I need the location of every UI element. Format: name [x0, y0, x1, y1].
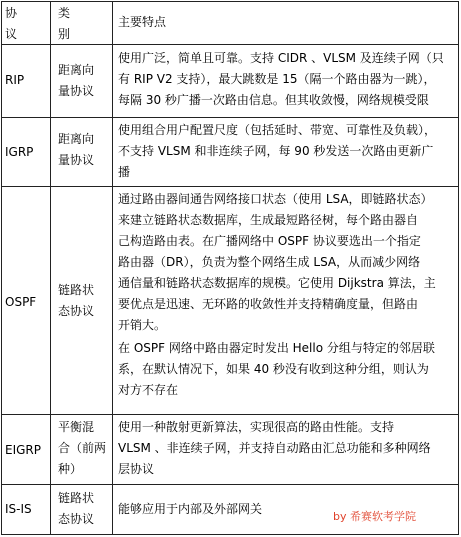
feature-paragraph — [118, 338, 456, 401]
type-line: 链路状 — [58, 283, 95, 297]
type-line: 种） — [58, 462, 83, 476]
header-protocol-line: 议 — [5, 27, 18, 41]
feature-line: 使用一种散射更新算法，实现很高的路由性能。支持 — [118, 420, 395, 434]
type-line: 态协议 — [58, 512, 95, 526]
feature-line: VLSM 、非连续子网，并支持自动路由汇总功能和多种网络 — [118, 441, 431, 455]
row-ospf-type — [58, 280, 112, 322]
type-line: 平衡混 — [58, 420, 95, 434]
header-features — [118, 12, 456, 33]
header-features-label: 主要特点 — [118, 15, 167, 29]
type-line: 量协议 — [58, 153, 95, 167]
row-isis-type — [58, 488, 112, 530]
type-line: 链路状 — [58, 491, 95, 505]
row-eigrp-protocol — [5, 440, 45, 461]
row-rip-type — [58, 60, 112, 102]
protocol-name: IS-IS — [5, 502, 32, 516]
type-line: 量协议 — [58, 84, 95, 98]
header-type-line: 别 — [58, 27, 71, 41]
feature-line: 层协议 — [118, 462, 155, 476]
header-protocol — [5, 3, 45, 45]
feature-line: 使用广泛，简单且可靠。支持 CIDR 、VLSM 及连续子网（只 — [118, 51, 444, 65]
row-isis-protocol — [5, 499, 45, 520]
row-igrp-protocol — [5, 142, 45, 163]
watermark-prefix: by — [333, 510, 347, 523]
row-rip-features — [118, 48, 456, 111]
feature-line: 来建立链路状态数据库，生成最短路径树，每个路由器自 — [118, 213, 419, 227]
protocol-name: OSPF — [5, 295, 37, 309]
type-line: 态协议 — [58, 304, 95, 318]
row-eigrp-type — [58, 417, 112, 480]
watermark — [333, 509, 416, 525]
row-ospf-protocol — [5, 292, 45, 313]
feature-line: 通过路由器间通告网络接口状态（使用 LSA，即链路状态） — [118, 192, 433, 206]
feature-line: 开销大。 — [118, 318, 167, 332]
type-line: 合（前两 — [58, 441, 107, 455]
row-ospf-features — [118, 189, 456, 401]
protocol-name: EIGRP — [5, 443, 41, 457]
feature-paragraph — [118, 189, 456, 336]
feature-line: 使用组合用户配置尺度（包括延时、带宽、可靠性及负载）， — [118, 123, 437, 137]
feature-line: 在 OSPF 网络中路由器定时发出 Hello 分组与特定的邻居联 — [118, 341, 435, 355]
feature-line: 每隔 30 秒广播一次路由信息。但其收敛慢，网络规模受限 — [118, 93, 429, 107]
feature-line: 播 — [118, 165, 131, 179]
header-type-line: 类 — [58, 6, 71, 20]
feature-line: 不支持 VLSM 和非连续子网，每 90 秒发送一次路由更新广 — [118, 144, 434, 158]
feature-line: 要优点是迅速、无环路的收敛性并支持精确度量，但路由 — [118, 297, 419, 311]
header-type — [58, 3, 112, 45]
row-igrp-features — [118, 120, 456, 183]
protocol-name: RIP — [5, 73, 25, 87]
feature-line: 能够应用于内部及外部网关 — [118, 502, 263, 516]
feature-line: 对方不存在 — [118, 383, 179, 397]
feature-line: 系，在默认情况下，如果 40 秒没有收到这种分组，则认为 — [118, 362, 429, 376]
row-rip-protocol — [5, 70, 45, 91]
feature-line: 有 RIP V2 支持），最大跳数是 15（隔一个路由器为一跳）， — [118, 72, 436, 86]
feature-line: 通信量和链路状态数据库的规模。它使用 Dijkstra 算法，主 — [118, 276, 436, 290]
watermark-name: 希赛软考学院 — [350, 510, 416, 523]
type-line: 距离向 — [58, 63, 95, 77]
header-protocol-line: 协 — [5, 6, 18, 20]
type-line: 距离向 — [58, 132, 95, 146]
protocol-name: IGRP — [5, 145, 34, 159]
row-igrp-type — [58, 129, 112, 171]
feature-line: 路由器（DR），负责为整个网络生成 LSA，从而减少网络 — [118, 255, 421, 269]
row-eigrp-features — [118, 417, 456, 480]
feature-line: 己构造路由表。在广播网络中 OSPF 协议要选出一个指定 — [118, 234, 421, 248]
